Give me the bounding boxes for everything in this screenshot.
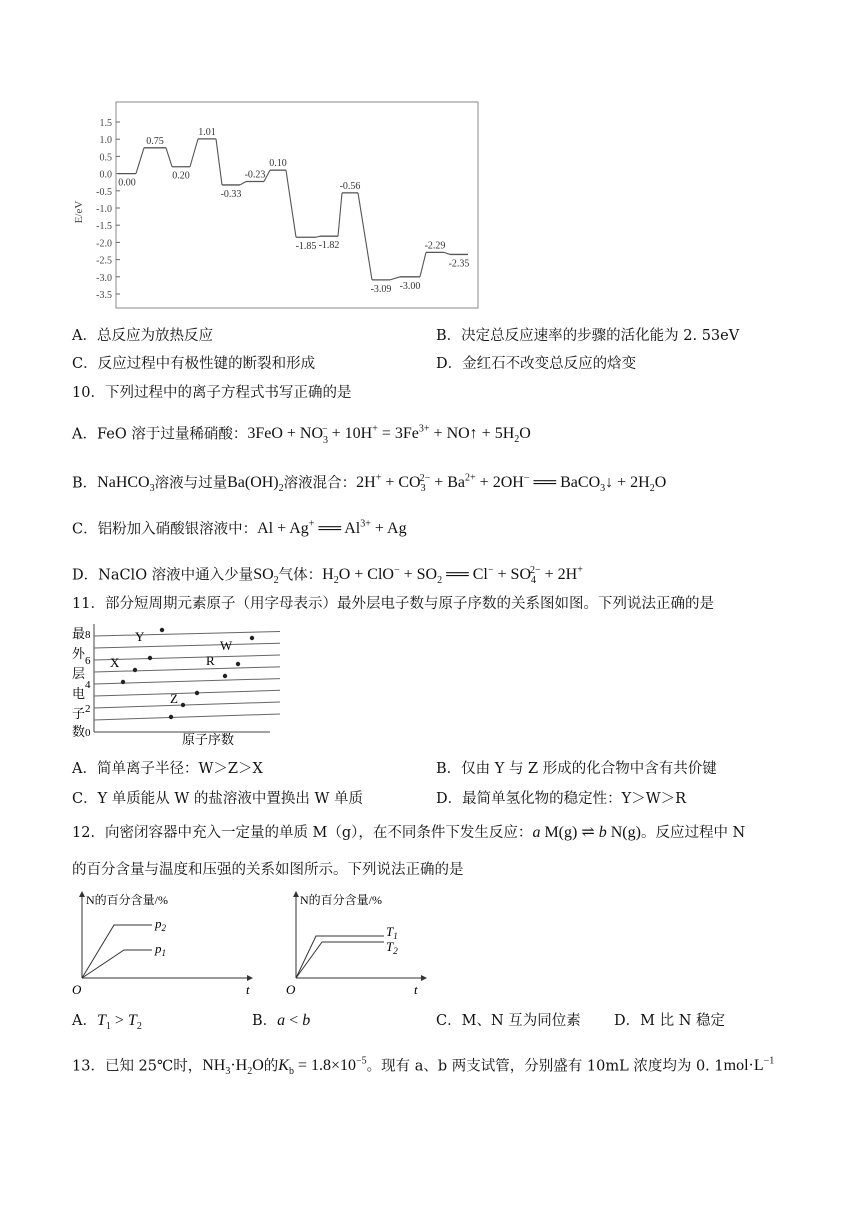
q13-unit: $mol\cdot L^{-1}$ <box>723 1056 775 1075</box>
q12-stem2: 的百分含量与温度和压强的关系如图所示。下列说法正确的是 <box>72 862 464 878</box>
q11-ytick-2: 2 <box>85 703 91 715</box>
q13-formula: $NH_3\cdot H_2O$ <box>202 1057 264 1078</box>
q12-option-d[interactable]: D．M 比 N 稳定 <box>614 1013 725 1029</box>
q11-scatter-svg <box>70 620 280 750</box>
q11-label-y: Y <box>135 629 145 644</box>
q9-ylabel: E/eV <box>73 200 85 224</box>
q10-b-reagent2: $Ba(OH)_2$ <box>227 474 284 495</box>
q11-grid-line <box>94 690 280 696</box>
energy-profile-svg <box>70 100 480 315</box>
q11-ytick-4: 4 <box>85 679 91 691</box>
q12-curve-p2 <box>82 925 152 978</box>
q10-b-reagent1: NaHCO$_3$ <box>97 474 155 495</box>
q9-option-d[interactable]: D．金红石不改变总反应的焓变 <box>436 356 637 372</box>
q9-level-label: -2.35 <box>448 258 470 270</box>
q9-level-label: 0.00 <box>118 177 136 189</box>
q9-ytick-label: 0.5 <box>99 152 112 164</box>
q11-point-r <box>223 674 227 678</box>
q9-level-label: 0.20 <box>172 170 190 182</box>
q12-curve-t2 <box>296 942 384 978</box>
q11-point-z <box>181 703 185 707</box>
q10-option-b[interactable] <box>72 469 666 500</box>
q9-ytick-label: -2.0 <box>96 238 112 250</box>
q10-option-d[interactable] <box>72 561 583 592</box>
q12-a-expr: $T_1 > T_2$ <box>96 1012 142 1033</box>
q12-b-expr: a < b <box>277 1012 311 1029</box>
q9-connector <box>316 236 320 237</box>
q11-point <box>236 662 240 666</box>
q9-ytick-label: 0.0 <box>99 169 112 181</box>
q11-option-d[interactable]: D．最简单氢化物的稳定性：Y＞W＞R <box>436 791 687 807</box>
q12-a-prefix: A． <box>72 1013 97 1029</box>
q12-stem1: 12．向密闭容器中充入一定量的单质 M（g），在不同条件下发生反应： <box>72 825 533 841</box>
q13-stem-c: 。现有 a、b 两支试管，分别盛有 10mL 浓度均为 0. 1 <box>366 1058 724 1075</box>
q12-chart2-svg <box>284 888 484 1000</box>
q11-ylabel-6: 数 <box>72 724 86 739</box>
q12-label-t2: $T_2$ <box>386 939 398 956</box>
q9-option-a[interactable]: A．总反应为放热反应 <box>72 328 213 344</box>
q12-label-p2: $p_2$ <box>155 916 166 933</box>
q11-ytick-6: 6 <box>85 655 91 667</box>
q11-ylabel-4: 电 <box>72 686 86 701</box>
q9-connector <box>390 277 400 280</box>
q9-ytick-label: -1.0 <box>96 204 112 215</box>
q13-stem-b: 的 <box>263 1058 279 1075</box>
q11-point <box>195 691 199 695</box>
q12-chart1-svg <box>70 888 270 1000</box>
q11-grid-line <box>94 666 280 672</box>
q9-option-c[interactable]: C．反应过程中有极性键的断裂和形成 <box>72 356 316 372</box>
q12-stem1-end: 。反应过程中 N <box>640 825 746 841</box>
q9-connector <box>166 148 172 167</box>
q12-option-a[interactable] <box>72 1011 142 1037</box>
q9-connector <box>136 148 144 174</box>
q11-ytick-8: 8 <box>85 629 91 641</box>
q11-label-x: X <box>110 655 120 670</box>
q11-ylabel-3: 层 <box>72 666 86 681</box>
q9-level-label: 0.10 <box>269 158 287 170</box>
q11-ylabel-1: 最 <box>72 626 86 641</box>
q10-option-a[interactable] <box>72 420 531 451</box>
q9-connector <box>216 139 222 185</box>
q11-option-c[interactable]: C．Y 单质能从 W 的盐溶液中置换出 W 单质 <box>72 791 364 807</box>
q11-grid-line <box>94 642 280 648</box>
q12-c1-xlabel: t <box>246 982 250 997</box>
q12-c2-origin: O <box>286 982 296 997</box>
q9-plot-frame <box>116 102 478 308</box>
q11-point <box>160 628 164 632</box>
q9-energy-chart <box>70 100 480 315</box>
q12-label-p1: $p_1$ <box>155 941 166 958</box>
q10-d-prefix: D．NaClO 溶液中通入少量 <box>72 567 254 584</box>
q12-c2-ylabel: N的百分含量/% <box>300 893 382 907</box>
q11-label-r: R <box>206 653 215 668</box>
q12-stem-line1 <box>72 823 745 843</box>
q9-level-label: -1.85 <box>295 241 317 253</box>
q13-stem-a: 13．已知 25℃时， <box>72 1058 203 1075</box>
q9-option-b[interactable]: B．决定总反应速率的步骤的活化能为 2. 53eV <box>436 328 740 344</box>
q9-level-label: -0.56 <box>339 180 361 192</box>
q10-a-equation: $3FeO + NO_3^- + 10H^+ = 3Fe^{3+}$ + NO↑ + $5H_2O$ <box>247 424 531 446</box>
q12-c1-ylabel: N的百分含量/% <box>86 893 168 907</box>
q10-d-equation: $H_2O + ClO^- + SO_2$ ══ $Cl^- + SO_4^{2-} + 2H^+$ <box>322 565 583 587</box>
q11-grid-line <box>94 702 280 708</box>
q11-point <box>169 715 173 719</box>
q11-label-w: W <box>220 638 233 653</box>
q9-connector <box>420 252 426 276</box>
q9-connector <box>190 139 198 167</box>
q9-ytick-label: -3.0 <box>96 272 112 284</box>
q10-stem: 10．下列过程中的离子方程式书写正确的是 <box>72 385 352 401</box>
q12-chart-temperature <box>284 888 484 1000</box>
q9-level-label: -3.09 <box>370 283 392 295</box>
q12-curve-p1 <box>82 950 152 978</box>
q9-level-label: -0.33 <box>220 188 242 200</box>
q10-c-prefix: C．铝粉加入硝酸银溶液中： <box>72 521 258 538</box>
q11-option-a[interactable]: A．简单离子半径：W＞Z＞X <box>72 761 263 777</box>
q9-connector <box>358 193 372 280</box>
q10-b-mid2: 溶液混合： <box>283 475 357 492</box>
q12-option-b[interactable] <box>252 1011 310 1031</box>
q12-option-c[interactable]: C．M、N 互为同位素 <box>436 1013 581 1029</box>
q10-d-mid: 气体： <box>278 567 323 584</box>
q10-b-prefix: B． <box>72 475 98 492</box>
q9-connector <box>286 170 296 237</box>
q9-ytick-label: -3.5 <box>96 290 112 301</box>
q11-ytick-0: 0 <box>85 727 91 739</box>
q9-level-label: -2.29 <box>424 240 446 252</box>
q13-kb: $K_b = 1.8\times 10^{-5}$ <box>278 1056 367 1078</box>
q11-grid-line <box>94 714 280 720</box>
q9-connector <box>444 252 450 254</box>
q9-ytick-label: -1.5 <box>96 221 112 233</box>
q9-ytick-label: -2.5 <box>96 255 112 267</box>
q12-c2-xlabel: t <box>414 982 418 997</box>
q10-b-equation: $2H^+ + CO_3^{2-} + Ba^{2+} + 2OH^-$ ══ BaCO$_3$↓ + $2H_2O$ <box>356 473 667 495</box>
q11-ylabel-5: 子 <box>72 706 86 721</box>
q9-connector <box>240 182 246 185</box>
q11-xlabel: 原子序数 <box>182 732 235 747</box>
q11-point-y <box>148 656 152 660</box>
q9-ytick-label: -0.5 <box>96 186 112 198</box>
q11-point-x <box>121 680 125 684</box>
q11-label-z: Z <box>170 691 178 706</box>
q11-point-w <box>250 636 254 640</box>
q12-chart-pressure <box>70 888 270 1000</box>
q11-ylabel-2: 外 <box>72 646 86 661</box>
q9-level-label: 0.75 <box>146 135 164 147</box>
q9-ytick-label: 1.0 <box>99 135 112 147</box>
q11-stem: 11．部分短周期元素原子（用字母表示）最外层电子数与原子序数的关系图如图。下列说法正确的是 <box>72 596 714 612</box>
q10-c-equation: Al + Ag+ ══ $Al^{3+} + Ag$ <box>257 519 407 538</box>
q9-level-label: -1.82 <box>318 240 340 252</box>
q9-level-label: -0.23 <box>244 169 266 181</box>
q11-scatter-chart <box>70 620 280 750</box>
q9-ytick-label: 1.5 <box>99 118 112 129</box>
q9-connector <box>338 193 342 236</box>
q12-c1-origin: O <box>72 982 82 997</box>
q13-stem <box>72 1052 774 1083</box>
q11-option-b[interactable]: B．仅由 Y 与 Z 形成的化合物中含有共价键 <box>436 761 717 777</box>
q10-b-mid: 溶液与过量 <box>154 475 228 492</box>
q11-grid-line <box>94 654 280 660</box>
q9-level-label: 1.01 <box>198 126 216 138</box>
q12-equation: a M(g) ⇌ b N(g) <box>532 824 641 841</box>
q11-grid-line <box>94 630 280 636</box>
q12-label-t1: $T_1$ <box>386 924 398 941</box>
q10-d-reagent: $SO_2$ <box>253 566 279 587</box>
q10-a-prefix: A．FeO 溶于过量稀硝酸： <box>72 426 248 443</box>
q12-b-prefix: B． <box>252 1013 278 1029</box>
q9-level-label: -3.00 <box>399 280 421 292</box>
q10-option-c[interactable] <box>72 515 407 539</box>
q11-point <box>133 668 137 672</box>
